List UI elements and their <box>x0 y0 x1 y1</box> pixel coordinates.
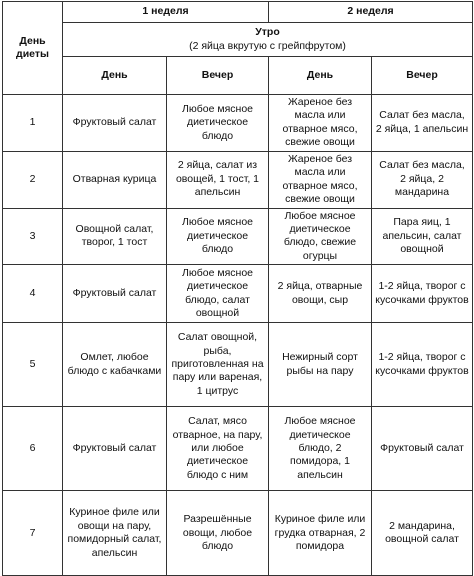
week2-header: 2 неделя <box>269 2 473 23</box>
diet-table <box>2 1 473 576</box>
morning-note: (2 яйца вкрутую с грейпфрутом) <box>189 39 346 52</box>
week2-day-meal: Любое мясное диетическое блюдо, 2 помидора, 1 апельсин <box>269 407 372 491</box>
week2-evening-meal: Фруктовый салат <box>372 407 473 491</box>
week1-evening-meal: Разрешённые овощи, любое блюдо <box>167 491 269 576</box>
week2-evening-meal: 2 мандарина, овощной салат <box>372 491 473 576</box>
day-number: 6 <box>3 407 63 491</box>
week2-evening-meal: Салат без масла, 2 яйца, 2 мандарина <box>372 151 473 208</box>
week1-header: 1 неделя <box>63 2 269 23</box>
week2-evening-meal: 1-2 яйца, творог с кусочками фруктов <box>372 323 473 407</box>
week1-day-meal: Фруктовый салат <box>63 407 167 491</box>
week2-day-meal: Любое мясное диетическое блюдо, свежие огурцы <box>269 208 372 265</box>
table-row <box>3 407 473 491</box>
week2-evening-meal: Салат без масла, 2 яйца, 1 апельсин <box>372 95 473 152</box>
week2-day-meal: Нежирный сорт рыбы на пару <box>269 323 372 407</box>
week1-evening-meal: Салат овощной, рыба, приготовленная на пару или вареная, 1 цитрус <box>167 323 269 407</box>
table-row <box>3 323 473 407</box>
week1-day-meal: Фруктовый салат <box>63 265 167 323</box>
week2-day-meal: Жареное без масла или отварное мясо, свежие овощи <box>269 151 372 208</box>
week1-evening-meal: Любое мясное диетическое блюдо <box>167 208 269 265</box>
day-number: 3 <box>3 208 63 265</box>
day-column-header: День диеты <box>3 2 63 95</box>
week2-day-meal: Жареное без масла или отварное мясо, свежие овощи <box>269 95 372 152</box>
week1-evening-meal: Любое мясное диетическое блюдо, салат овощной <box>167 265 269 323</box>
week1-evening-meal: 2 яйца, салат из овощей, 1 тост, 1 апельсин <box>167 151 269 208</box>
day-number: 2 <box>3 151 63 208</box>
table-row <box>3 491 473 576</box>
week1-day-meal: Овощной салат, творог, 1 тост <box>63 208 167 265</box>
day-number: 4 <box>3 265 63 323</box>
day-number: 7 <box>3 491 63 576</box>
week2-day-meal: 2 яйца, отварные овощи, сыр <box>269 265 372 323</box>
table-row <box>3 265 473 323</box>
week1-day-meal: Омлет, любое блюдо с кабачками <box>63 323 167 407</box>
morning-title: Утро <box>255 26 280 39</box>
week2-evening-meal: 1-2 яйца, творог с кусочками фруктов <box>372 265 473 323</box>
day-number: 1 <box>3 95 63 152</box>
day-number: 5 <box>3 323 63 407</box>
table-row <box>3 151 473 208</box>
subheader-week2-evening: Вечер <box>372 57 473 95</box>
subheader-week1-day: День <box>63 57 167 95</box>
week1-evening-meal: Салат, мясо отварное, на пару, или любое диетическое блюдо с ним <box>167 407 269 491</box>
table-row <box>3 208 473 265</box>
morning-cell <box>63 23 473 57</box>
week2-evening-meal: Пара яиц, 1 апельсин, салат овощной <box>372 208 473 265</box>
week2-day-meal: Куриное филе или грудка отварная, 2 помидора <box>269 491 372 576</box>
week1-evening-meal: Любое мясное диетическое блюдо <box>167 95 269 152</box>
week1-day-meal: Куриное филе или овощи на пару, помидорный салат, апельсин <box>63 491 167 576</box>
subheader-week1-evening: Вечер <box>167 57 269 95</box>
subheader-week2-day: День <box>269 57 372 95</box>
week1-day-meal: Фруктовый салат <box>63 95 167 152</box>
week1-day-meal: Отварная курица <box>63 151 167 208</box>
table-row <box>3 95 473 152</box>
